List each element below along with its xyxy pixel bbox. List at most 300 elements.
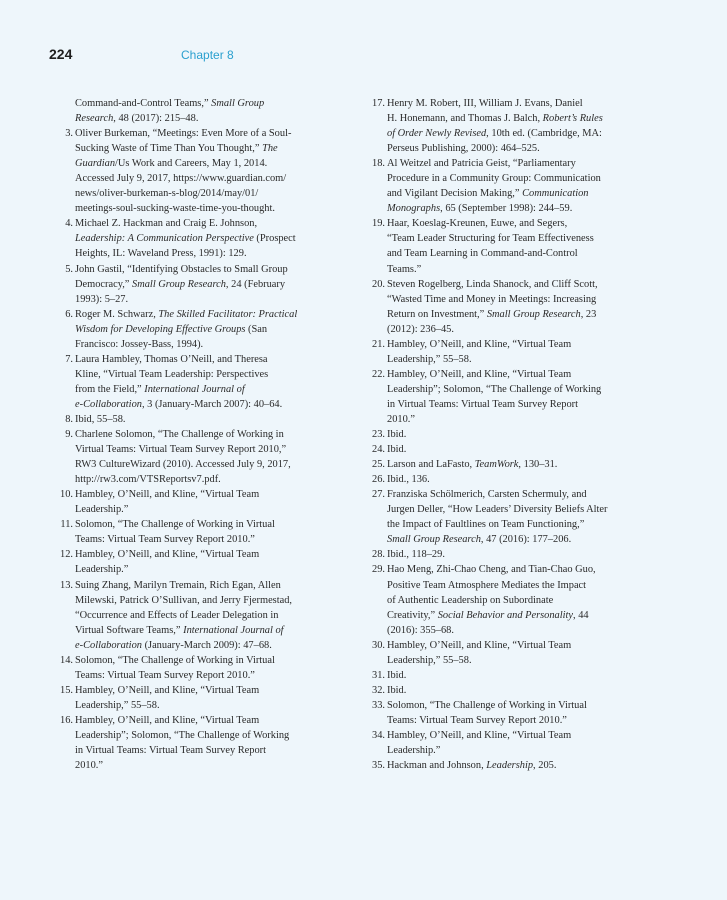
endnote-line [75,532,334,547]
endnote-number: 20. [372,278,385,290]
text-segment: Creativity,” [387,609,438,621]
text-segment: Perseus Publishing, 2000): 464–525. [387,143,540,155]
endnote-line [387,141,651,156]
endnote-text [75,578,334,653]
endnote-line [387,307,651,322]
endnote-line [75,382,334,397]
endnote-text [387,728,651,758]
endnote-line [387,502,651,517]
text-segment: (Prospect [253,233,296,245]
endnote-line [387,653,651,668]
text-segment: http://rw3.com/VTSReportsv7.pdf. [75,474,221,486]
endnote-line [387,96,651,111]
italic-title-segment: TeamWork [474,459,519,471]
endnote-text [387,216,651,276]
endnote-entry [361,638,651,668]
endnote-line [75,156,334,171]
endnote-line [387,623,651,638]
italic-title-segment: Small Group Research [387,534,481,546]
endnote-entry [361,698,651,728]
endnote-line [75,307,334,322]
endnote-line [387,322,651,337]
endnote-number: 32. [372,684,385,696]
endnote-text [387,337,651,367]
text-segment: Haar, Koeslag-Kreunen, Euwe, and Segers, [387,218,568,230]
endnote-number: 13. [60,579,73,591]
italic-title-segment: Wisdom for Developing Effective Groups [75,323,246,335]
endnote-entry [49,547,334,577]
endnote-line [387,608,651,623]
endnote-number: 12. [60,549,73,561]
endnote-line [387,367,651,382]
endnote-line [75,246,334,261]
endnote-line [387,277,651,292]
italic-title-segment: Robert’s Rules [542,113,603,125]
endnote-line [75,126,334,141]
endnote-number: 24. [372,444,385,456]
endnote-number: 17. [372,98,385,109]
text-segment: of Authentic Leadership on Subordinate [387,594,554,606]
text-segment: Democracy,” [75,278,133,290]
text-segment: Michael Z. Hackman and Craig E. Johnson, [75,218,258,230]
endnote-number: 15. [60,684,73,696]
text-segment: Teams: Virtual Team Survey Report 2010.” [75,534,255,546]
endnote-entry [361,562,651,637]
endnote-line [387,246,651,261]
endnote-line [75,728,334,743]
endnote-line [75,653,334,668]
endnote-entry [361,427,651,442]
endnote-line [75,562,334,577]
endnote-line [387,517,651,532]
endnote-line [387,427,651,442]
italic-title-segment: The Skilled Facilitator: Practical [158,308,298,320]
endnote-line [75,547,334,562]
endnote-line [75,487,334,502]
endnote-line [75,683,334,698]
endnote-line [75,578,334,593]
italic-title-segment: Leadership [486,760,534,772]
text-segment: Virtual Teams: Virtual Team Survey Report 2010,” [75,444,287,456]
endnote-line [75,623,334,638]
text-segment: Solomon, “The Challenge of Working in Virtual [75,519,275,531]
endnote-number [49,96,75,126]
text-segment: /Us Work and Careers, May 1, 2014. [115,158,268,170]
text-segment: Ibid. [387,684,407,696]
endnote-text [387,562,651,637]
endnote-line [75,231,334,246]
endnote-line [387,472,651,487]
endnote-line [387,171,651,186]
text-segment: and Vigilant Decision Making,” [387,188,523,200]
italic-title-segment: e-Collaboration [75,639,142,651]
text-segment: Leadership,” 55–58. [75,699,160,711]
endnote-number: 11. [60,519,73,531]
endnote-line [75,442,334,457]
italic-title-segment: Guardian [75,158,116,170]
endnote-text [75,262,334,307]
endnote-text [387,683,651,698]
endnote-line [75,502,334,517]
endnote-number: 30. [372,639,385,651]
text-segment: Ibid, 55–58. [75,413,126,425]
endnote-text [75,126,334,216]
text-segment: , 65 (September 1998): 244–59. [440,203,573,215]
endnote-number: 3. [65,128,73,140]
endnote-number: 22. [372,368,385,380]
endnote-entry [49,126,334,216]
text-segment: Teams: Virtual Team Survey Report 2010.” [75,669,255,681]
endnote-text [75,487,334,517]
text-segment: Franziska Schölmerich, Carsten Schermuly, and [387,489,587,501]
endnote-text [75,653,334,683]
endnote-entry [49,427,334,487]
text-segment: Hambley, O’Neill, and Kline, “Virtual Team [75,549,260,561]
text-segment: in Virtual Teams: Virtual Team Survey Report [75,745,267,757]
endnote-line [75,397,334,412]
endnote-line [387,593,651,608]
endnote-number: 16. [60,714,73,726]
endnote-text [387,487,651,547]
italic-title-segment: Social Behavior and Personality [437,609,574,621]
text-segment: meetings-soul-sucking-waste-time-you-thought. [75,203,275,215]
endnote-number: 34. [372,729,385,741]
text-segment: Ibid., 136. [387,474,430,486]
endnote-entry [361,547,651,562]
text-segment: Ibid. [387,669,407,681]
text-segment: Roger M. Schwarz, [75,308,159,320]
endnote-line [75,141,334,156]
text-segment: Henry M. Robert, III, William J. Evans, Daniel [387,98,583,109]
endnote-line [75,111,334,126]
endnote-number: 31. [372,669,385,681]
endnote-text [387,96,651,156]
text-segment: 2010.” [387,413,415,425]
italic-title-segment: International Journal of [144,383,245,395]
endnote-line [75,608,334,623]
endnote-line [75,698,334,713]
endnote-line [387,532,651,547]
chapter-label: Chapter 8 [181,48,234,62]
endnote-line [75,352,334,367]
text-segment: , 48 (2017): 215–48. [113,113,199,125]
endnote-text [387,427,651,442]
text-segment: 2010.” [75,760,103,772]
text-segment: (2012): 236–45. [387,323,454,335]
text-segment: in Virtual Teams: Virtual Team Survey Report [387,398,579,410]
text-segment: Steven Rogelberg, Linda Shanock, and Cliff Scott, [387,278,598,290]
text-segment: John Gastil, “Identifying Obstacles to Small Group [75,263,288,275]
endnote-number: 8. [65,413,73,425]
endnote-line [387,337,651,352]
endnote-line [75,593,334,608]
text-segment: from the Field,” [75,383,145,395]
text-segment: Leadership.” [75,504,129,516]
endnote-line [75,367,334,382]
endnote-line [387,412,651,427]
endnote-text [387,758,651,773]
text-segment: , 130–31. [518,459,558,471]
notes-right-column [361,96,651,773]
endnote-number: 21. [372,338,385,350]
text-segment: Milewski, Patrick O’Sullivan, and Jerry Fjermestad, [75,594,293,606]
endnote-line [387,728,651,743]
text-segment: (2016): 355–68. [387,624,454,636]
endnote-line [75,322,334,337]
endnote-entry [361,728,651,758]
endnote-line [75,96,334,111]
endnote-text [387,638,651,668]
endnote-number: 26. [372,474,385,486]
endnote-entry [361,472,651,487]
endnote-entry [49,713,334,773]
endnote-text [387,367,651,427]
endnote-entry [49,412,334,427]
endnote-text [75,307,334,352]
text-segment: Teams.” [387,263,422,275]
page-number: 224 [49,46,73,62]
endnote-line [387,352,651,367]
endnote-number: 18. [372,158,385,170]
endnote-number: 19. [372,218,385,230]
text-segment: Leadership,” 55–58. [387,353,472,365]
endnote-line [75,758,334,773]
endnote-text [75,412,334,427]
endnote-line [75,292,334,307]
endnote-line [387,292,651,307]
endnote-entry [361,442,651,457]
endnote-entry [49,307,334,352]
endnote-line [75,472,334,487]
endnote-line [387,382,651,397]
endnote-text [387,698,651,728]
endnote-entry [361,758,651,773]
text-segment: Leadership.” [387,745,441,757]
endnote-entry [361,96,651,156]
endnote-line [75,201,334,216]
italic-title-segment: Research [75,113,114,125]
endnote-line [75,457,334,472]
text-segment: Hambley, O’Neill, and Kline, “Virtual Team [387,338,572,350]
endnote-text [75,427,334,487]
endnote-line [387,668,651,683]
endnote-text [75,683,334,713]
text-segment: (San [245,323,268,335]
text-segment: Laura Hambley, Thomas O’Neill, and Theresa [75,353,268,365]
text-segment: “Wasted Time and Money in Meetings: Increasing [387,293,597,305]
endnote-entry [361,277,651,337]
notes-left-column [49,96,334,773]
italic-title-segment: Communication [522,188,589,200]
endnote-text [387,668,651,683]
endnote-number: 5. [65,263,73,275]
endnote-text [75,713,334,773]
endnote-text [387,547,651,562]
endnote-number: 7. [65,353,73,365]
text-segment: “Team Leader Structuring for Team Effectiveness [387,233,594,245]
endnote-text [75,352,334,412]
endnote-text [75,547,334,577]
endnote-entry [361,156,651,216]
text-segment: Hambley, O’Neill, and Kline, “Virtual Team [75,684,260,696]
text-segment: Leadership,” 55–58. [387,654,472,666]
endnote-number: 28. [372,549,385,561]
italic-title-segment: Small Group [211,98,265,109]
endnote-entry [49,96,334,126]
text-segment: 1993): 5–27. [75,293,129,305]
endnote-line [387,547,651,562]
text-segment: “Occurrence and Effects of Leader Delegation in [75,609,279,621]
text-segment: , 3 (January-March 2007): 40–64. [141,398,283,410]
text-segment: Hackman and Johnson, [387,760,487,772]
endnote-line [387,156,651,171]
endnote-line [387,442,651,457]
text-segment: Leadership”; Solomon, “The Challenge of Working [75,729,290,741]
endnote-line [75,427,334,442]
text-segment: Oliver Burkeman, “Meetings: Even More of a Soul- [75,128,292,140]
endnote-entry [49,487,334,517]
endnote-text [387,277,651,337]
endnote-number: 27. [372,489,385,501]
endnote-line [387,216,651,231]
endnote-line [387,201,651,216]
italic-title-segment: Monographs [387,203,441,215]
endnote-entry [361,337,651,367]
endnote-text [387,442,651,457]
endnote-number: 25. [372,459,385,471]
endnote-line [387,487,651,502]
text-segment: Return on Investment,” [387,308,487,320]
endnote-entry [49,262,334,307]
text-segment: RW3 CultureWizard (2010). Accessed July 9, 2017, [75,459,291,471]
italic-title-segment: The [262,143,278,155]
endnote-line [75,412,334,427]
text-segment: Ibid. [387,444,407,456]
italic-title-segment: e-Collaboration [75,398,142,410]
endnote-line [75,713,334,728]
text-segment: Command-and-Control Teams,” [75,98,212,109]
text-segment: the Impact of Faultlines on Team Functioning,” [387,519,585,531]
text-segment: Al Weitzel and Patricia Geist, “Parliamentary [387,158,576,170]
text-segment: Suing Zhang, Marilyn Tremain, Rich Egan, Allen [75,579,281,591]
endnote-line [387,698,651,713]
text-segment: Leadership”; Solomon, “The Challenge of Working [387,383,602,395]
text-segment: Hambley, O’Neill, and Kline, “Virtual Team [387,729,572,741]
text-segment: , 10th ed. (Cambridge, MA: [486,128,602,140]
text-segment: Larson and LaFasto, [387,459,475,471]
endnote-line [387,713,651,728]
italic-title-segment: Leadership: A Communication Perspective [75,233,254,245]
endnote-line [387,111,651,126]
text-segment: , 24 (February [225,278,286,290]
endnote-number: 4. [65,218,73,230]
text-segment: news/oliver-burkeman-s-blog/2014/may/01/ [75,188,259,200]
text-segment: , 205. [533,760,557,772]
text-segment: Hambley, O’Neill, and Kline, “Virtual Team [75,489,260,501]
text-segment: (January-March 2009): 47–68. [141,639,272,651]
endnote-line [75,668,334,683]
italic-title-segment: Small Group Research [132,278,226,290]
endnote-text [387,457,651,472]
endnote-line [75,216,334,231]
endnote-line [387,457,651,472]
text-segment: Jurgen Deller, “How Leaders’ Diversity Beliefs Alter [387,504,608,516]
endnote-number: 9. [65,429,73,441]
endnote-line [75,186,334,201]
endnote-line [387,743,651,758]
text-segment: Procedure in a Community Group: Communication [387,173,601,185]
text-segment: Francisco: Jossey-Bass, 1994). [75,338,204,350]
endnote-line [75,262,334,277]
text-segment: , 23 [580,308,597,320]
text-segment: Ibid. [387,429,407,441]
italic-title-segment: of Order Newly Revised [387,128,487,140]
endnote-line [75,743,334,758]
endnote-entry [361,367,651,427]
endnote-line [75,277,334,292]
text-segment: Virtual Software Teams,” [75,624,184,636]
endnote-line [387,578,651,593]
endnote-number: 6. [65,308,73,320]
endnote-entry [361,668,651,683]
endnote-text [75,96,334,126]
endnote-line [75,638,334,653]
endnote-entry [361,683,651,698]
endnote-number: 35. [372,760,385,772]
text-segment: Solomon, “The Challenge of Working in Virtual [75,654,275,666]
endnote-text [387,156,651,216]
endnote-line [387,231,651,246]
endnote-number: 14. [60,654,73,666]
endnote-number: 10. [60,489,73,501]
endnote-entry [49,578,334,653]
endnote-text [75,517,334,547]
text-segment: Teams: Virtual Team Survey Report 2010.” [387,714,567,726]
endnote-number: 33. [372,699,385,711]
endnote-line [387,186,651,201]
italic-title-segment: International Journal of [183,624,284,636]
endnote-entry [361,457,651,472]
endnote-line [387,758,651,773]
endnote-entry [49,517,334,547]
endnote-entry [49,653,334,683]
text-segment: , 44 [573,609,589,621]
endnote-line [75,337,334,352]
endnote-line [387,638,651,653]
text-segment: Ibid., 118–29. [387,549,445,561]
endnote-line [387,683,651,698]
text-segment: H. Honemann, and Thomas J. Balch, [387,113,543,125]
endnote-line [387,397,651,412]
text-segment: Hao Meng, Zhi-Chao Cheng, and Tian-Chao Guo, [387,564,596,576]
endnote-line [387,562,651,577]
text-segment: Kline, “Virtual Team Leadership: Perspectives [75,368,269,380]
text-segment: Sucking Waste of Time Than You Thought,” [75,143,263,155]
endnote-text [387,472,651,487]
text-segment: , 47 (2016): 177–206. [480,534,572,546]
endnote-entry [361,216,651,276]
endnote-entry [49,216,334,261]
text-segment: Solomon, “The Challenge of Working in Virtual [387,699,587,711]
text-segment: Heights, IL: Waveland Press, 1991): 129. [75,248,247,260]
text-segment: Accessed July 9, 2017, https://www.guardian.com/ [75,173,287,185]
endnote-line [387,262,651,277]
text-segment: and Team Learning in Command-and-Control [387,248,578,260]
text-segment: Hambley, O’Neill, and Kline, “Virtual Team [387,639,572,651]
text-segment: Leadership.” [75,564,129,576]
endnote-line [75,517,334,532]
text-segment: Hambley, O’Neill, and Kline, “Virtual Team [75,714,260,726]
